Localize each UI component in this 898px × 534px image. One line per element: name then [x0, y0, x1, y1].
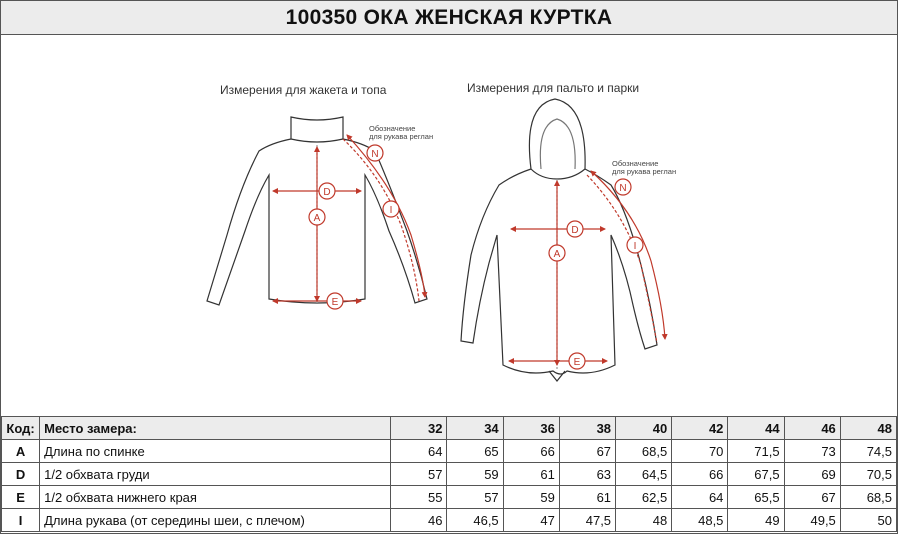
row-value: 62,5 — [616, 486, 672, 509]
coat-caption: Измерения для пальто и парки — [467, 81, 640, 95]
row-value: 64,5 — [616, 463, 672, 486]
row-value: 48,5 — [672, 509, 728, 532]
size-header: 40 — [616, 417, 672, 440]
marker-i: I — [389, 205, 393, 216]
code-header: Код: — [2, 417, 40, 440]
coat-line-i — [591, 171, 665, 339]
row-value: 64 — [672, 486, 728, 509]
table-row — [2, 509, 897, 532]
row-value: 49,5 — [784, 509, 840, 532]
raglan-note-line1: Обозначение — [612, 159, 659, 168]
row-value: 74,5 — [840, 440, 896, 463]
row-label: Длина по спинке — [40, 440, 391, 463]
table-row — [2, 440, 897, 463]
raglan-note-line2: для рукава реглан — [369, 132, 434, 141]
row-value: 47 — [503, 509, 559, 532]
size-header: 36 — [503, 417, 559, 440]
measurement-figures — [1, 35, 897, 411]
row-value: 57 — [447, 486, 503, 509]
row-label: 1/2 обхвата нижнего края — [40, 486, 391, 509]
page-title: 100350 ОКА ЖЕНСКАЯ КУРТКА — [285, 5, 613, 29]
marker-a: A — [313, 213, 321, 224]
marker-i: I — [633, 241, 637, 252]
jacket-caption: Измерения для жакета и топа — [220, 83, 387, 97]
size-header: 42 — [672, 417, 728, 440]
row-code: I — [2, 509, 40, 532]
row-value: 50 — [840, 509, 896, 532]
size-header: 48 — [840, 417, 896, 440]
row-label: Длина рукава (от середины шеи, с плечом) — [40, 509, 391, 532]
coat-hood — [529, 99, 585, 179]
row-value: 66 — [672, 463, 728, 486]
marker-e: E — [331, 297, 339, 308]
marker-d: D — [571, 225, 579, 236]
row-value: 73 — [784, 440, 840, 463]
coat-markers — [549, 179, 643, 369]
coat-drawing — [461, 99, 657, 381]
row-code: A — [2, 440, 40, 463]
jacket-raglan-line — [343, 139, 419, 301]
row-value: 59 — [503, 486, 559, 509]
coat-raglan-line — [587, 175, 657, 343]
marker-n: N — [371, 149, 379, 160]
row-code: D — [2, 463, 40, 486]
table-header-row — [2, 417, 897, 440]
row-value: 66 — [503, 440, 559, 463]
row-value: 67,5 — [728, 463, 784, 486]
row-value: 67 — [559, 440, 615, 463]
row-value: 47,5 — [559, 509, 615, 532]
size-header: 44 — [728, 417, 784, 440]
place-header: Место замера: — [40, 417, 391, 440]
row-value: 61 — [503, 463, 559, 486]
row-label: 1/2 обхвата груди — [40, 463, 391, 486]
size-header: 34 — [447, 417, 503, 440]
marker-e: E — [573, 357, 581, 368]
coat-vent — [549, 371, 565, 381]
coat-body — [461, 169, 657, 374]
row-value: 71,5 — [728, 440, 784, 463]
row-value: 69 — [784, 463, 840, 486]
row-value: 59 — [447, 463, 503, 486]
row-value: 48 — [616, 509, 672, 532]
row-value: 70,5 — [840, 463, 896, 486]
jacket-line-i — [347, 135, 425, 297]
raglan-note-line2: для рукава реглан — [612, 167, 677, 176]
garment-drawings — [1, 35, 897, 411]
table-row — [2, 463, 897, 486]
row-value: 49 — [728, 509, 784, 532]
marker-n: N — [619, 183, 627, 194]
row-value: 46,5 — [447, 509, 503, 532]
marker-a: A — [553, 249, 561, 260]
row-value: 65 — [447, 440, 503, 463]
row-value: 68,5 — [616, 440, 672, 463]
row-value: 67 — [784, 486, 840, 509]
row-value: 65,5 — [728, 486, 784, 509]
row-value: 61 — [559, 486, 615, 509]
jacket-collar — [291, 117, 343, 142]
size-header: 32 — [391, 417, 447, 440]
size-header: 46 — [784, 417, 840, 440]
row-value: 70 — [672, 440, 728, 463]
jacket-markers — [309, 145, 399, 309]
row-value: 46 — [391, 509, 447, 532]
marker-d: D — [323, 187, 331, 198]
row-code: E — [2, 486, 40, 509]
row-value: 68,5 — [840, 486, 896, 509]
table-row — [2, 486, 897, 509]
raglan-note-line1: Обозначение — [369, 124, 416, 133]
size-table — [1, 416, 897, 532]
title-bar — [1, 1, 897, 35]
size-header: 38 — [559, 417, 615, 440]
coat-hood-inner — [540, 119, 575, 169]
row-value: 55 — [391, 486, 447, 509]
row-value: 63 — [559, 463, 615, 486]
row-value: 57 — [391, 463, 447, 486]
row-value: 64 — [391, 440, 447, 463]
